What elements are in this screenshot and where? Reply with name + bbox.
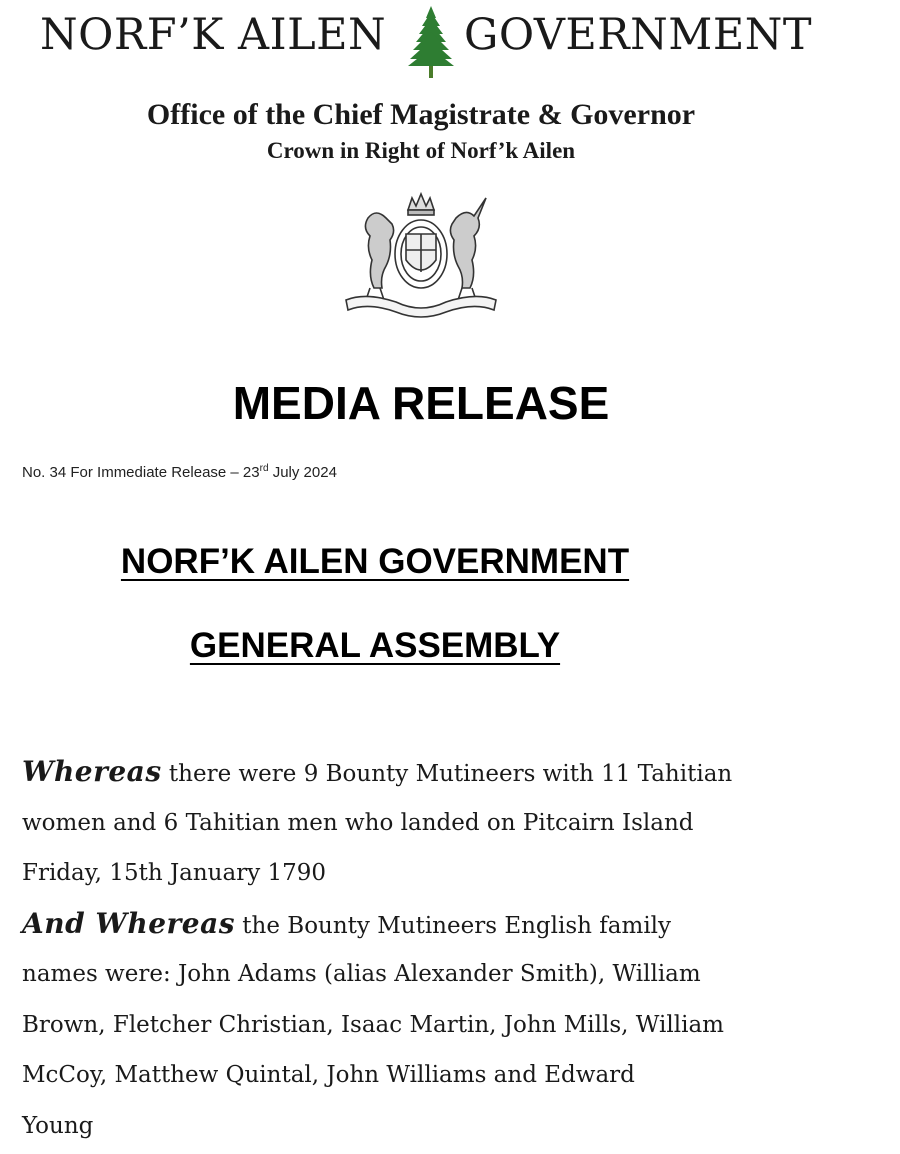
release-number-sup: rd — [260, 463, 269, 474]
body-line: Brown, Fletcher Christian, Isaac Martin, John Mills, William — [22, 1003, 742, 1054]
heading-government: NORF’K AILEN GOVERNMENT — [0, 542, 750, 582]
body-line: women and 6 Tahitian men who landed on Pitcairn Island — [22, 801, 742, 852]
release-number-prefix: No. 34 For Immediate Release – 23 — [22, 464, 260, 481]
release-number-suffix: July 2024 — [269, 464, 337, 481]
and-whereas-keyword: And Whereas — [22, 907, 235, 940]
office-title: Office of the Chief Magistrate & Governor — [0, 98, 842, 132]
body-paragraph — [22, 750, 742, 1154]
body-line: Friday, 15th January 1790 — [22, 851, 742, 902]
body-line-text: the Bounty Mutineers English family — [235, 913, 671, 939]
royal-coat-of-arms-icon — [326, 188, 516, 320]
body-line — [22, 902, 742, 953]
body-line: Young — [22, 1104, 742, 1154]
masthead — [0, 4, 900, 80]
pine-tree-icon — [404, 4, 458, 80]
media-release-title: MEDIA RELEASE — [0, 376, 842, 430]
body-line-text: there were 9 Bounty Mutineers with 11 Tahitian — [162, 761, 733, 787]
body-line: names were: John Adams (alias Alexander Smith), William — [22, 952, 742, 1003]
whereas-keyword: Whereas — [22, 755, 162, 788]
body-line: McCoy, Matthew Quintal, John Williams and Edward — [22, 1053, 742, 1104]
masthead-left-text: NORF’K AILEN — [40, 10, 386, 60]
masthead-right-text: GOVERNMENT — [464, 10, 812, 60]
release-number-line — [22, 463, 337, 481]
heading-general-assembly: GENERAL ASSEMBLY — [0, 626, 750, 666]
body-line — [22, 750, 742, 801]
office-subtitle: Crown in Right of Norf’k Ailen — [0, 138, 842, 164]
